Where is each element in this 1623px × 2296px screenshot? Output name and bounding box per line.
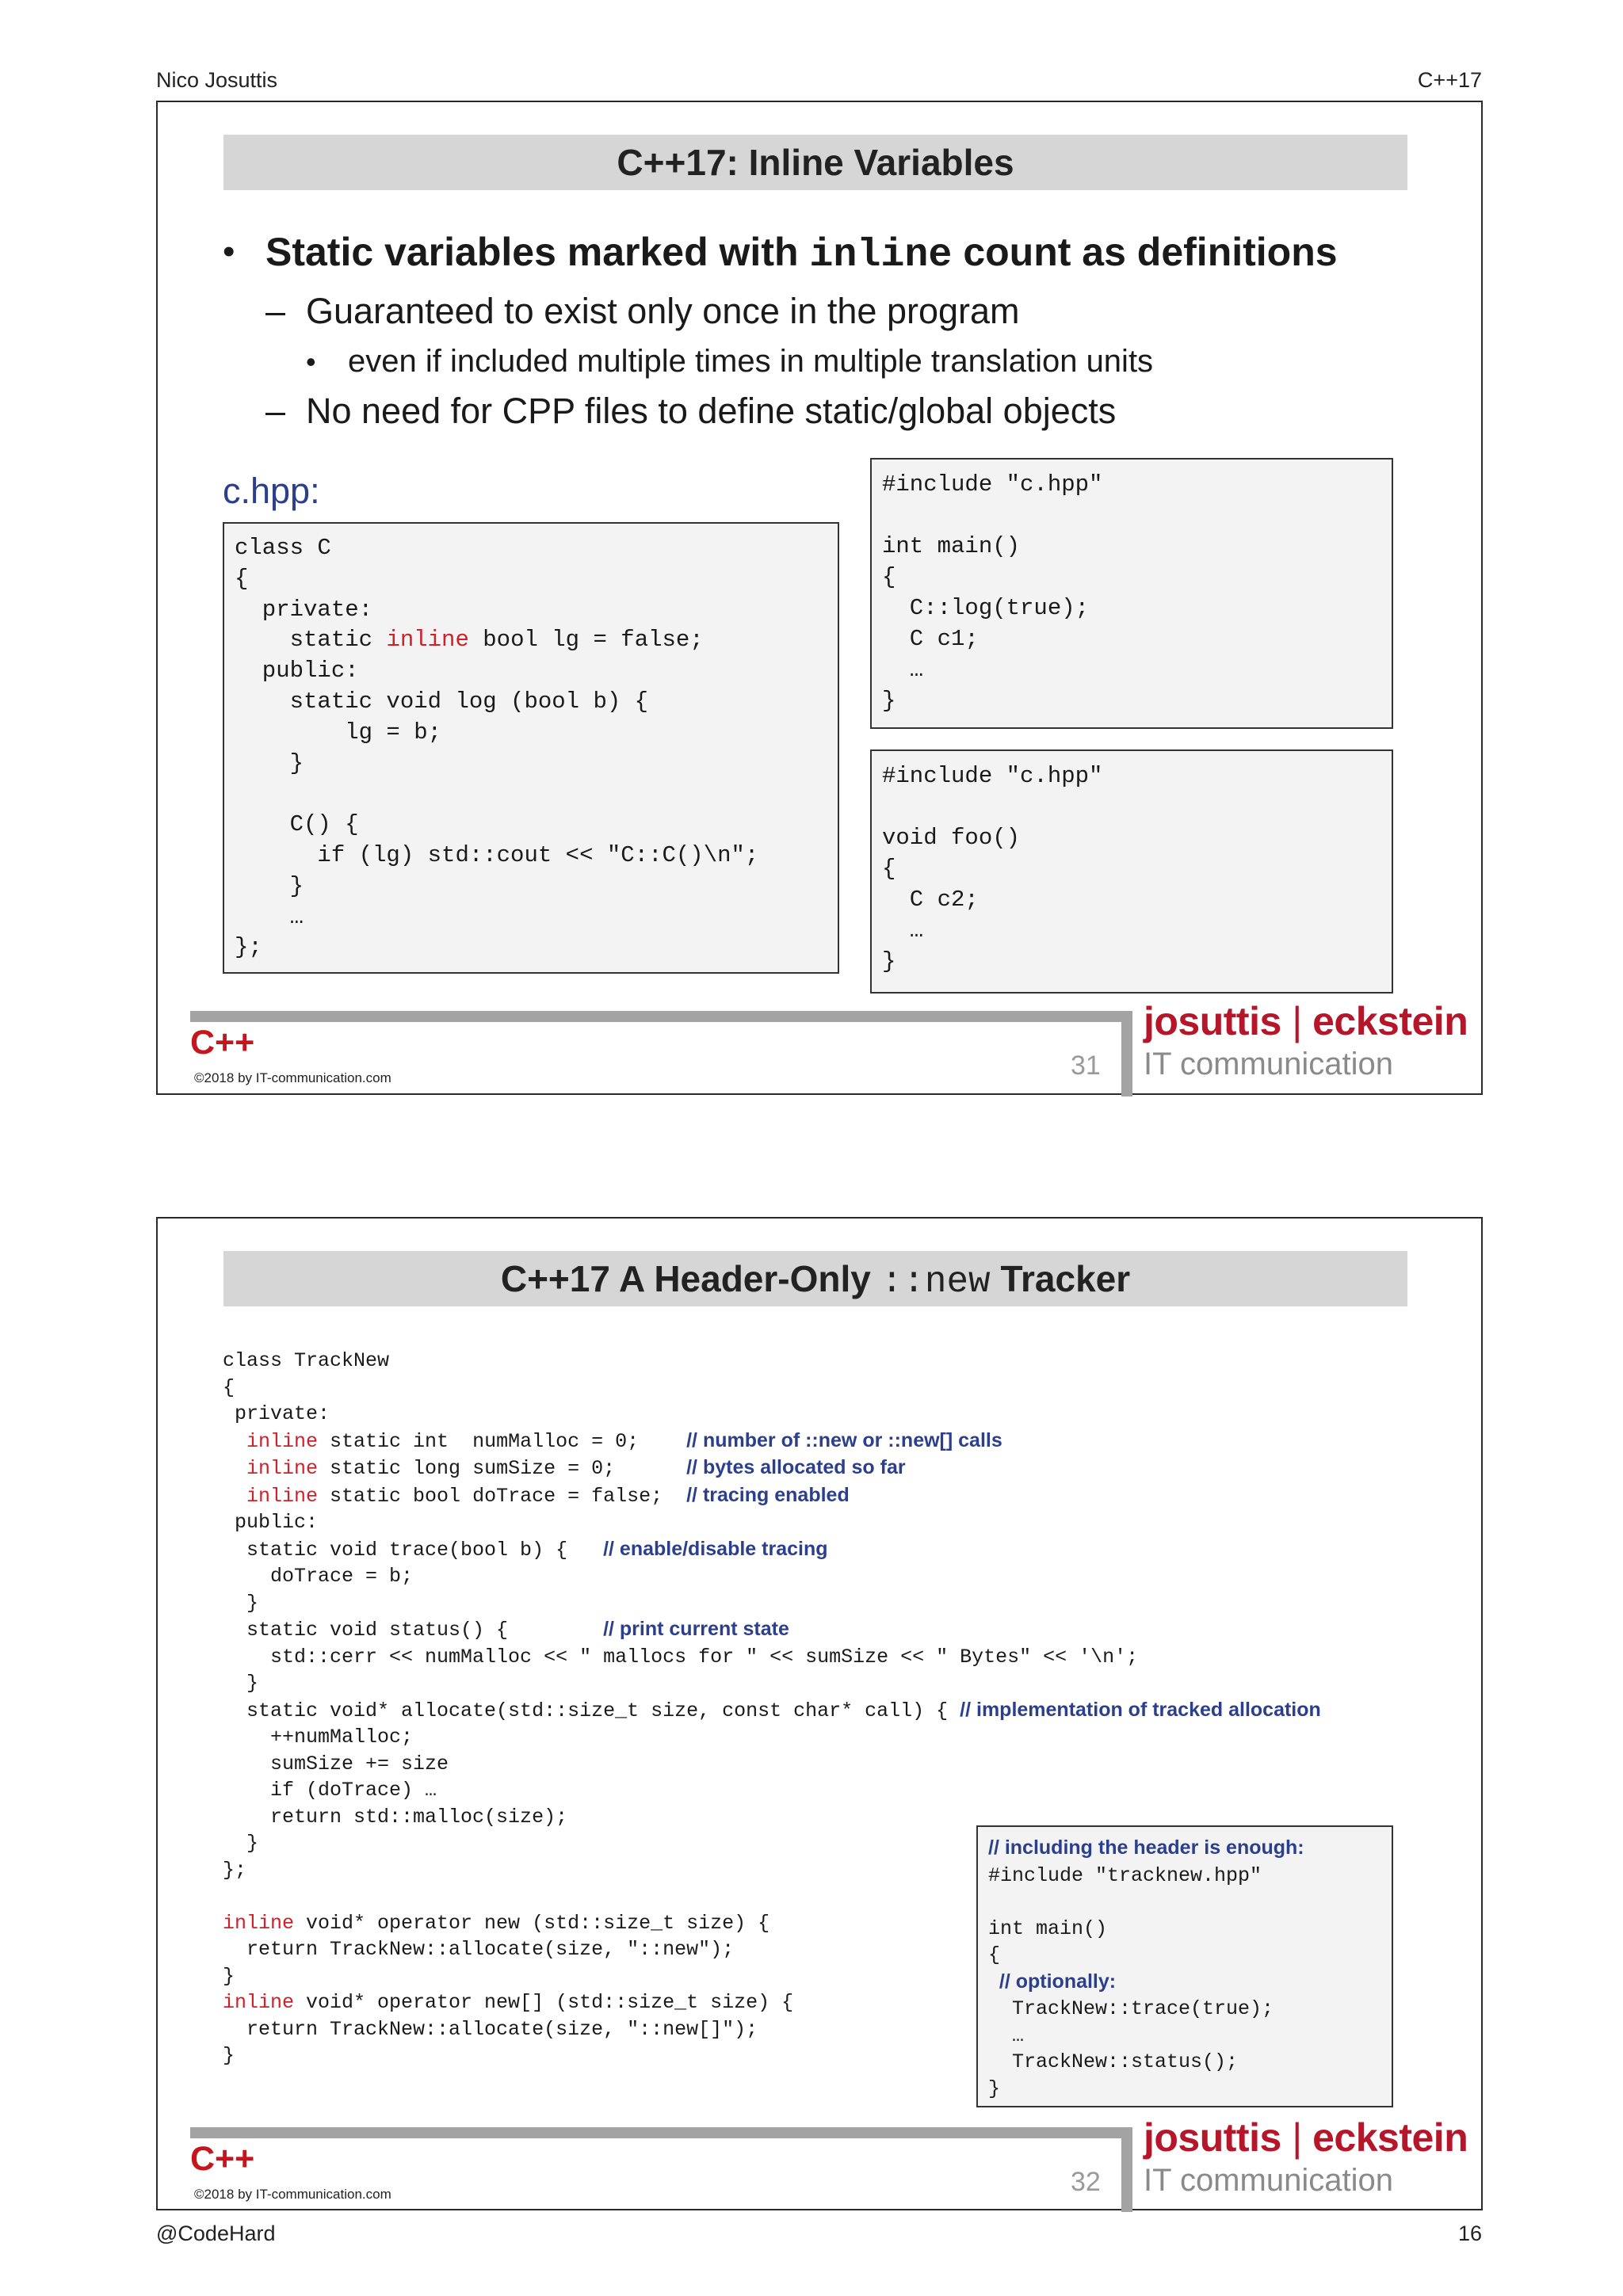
footer-bar <box>190 2127 1130 2138</box>
brand-logo: josuttis | eckstein <box>1144 999 1468 1043</box>
slide-32 <box>156 1217 1483 2210</box>
slide-31 <box>156 101 1483 1095</box>
code-box-class <box>223 522 839 974</box>
sub-bullet-1: Guaranteed to exist only once in the program <box>306 291 1020 331</box>
dash-marker: – <box>265 291 286 331</box>
page-number: 16 <box>1457 2222 1482 2245</box>
foo-code: #include "c.hpp" void foo() { C c2; … } <box>882 763 1103 974</box>
code-box-main <box>870 458 1393 729</box>
brand-logo: josuttis | eckstein <box>1144 2115 1468 2160</box>
brand-subtitle: IT communication <box>1144 1047 1393 1081</box>
usage-code: // including the header is enough: #include "tracknew.hpp" int main() { // optionally: TrackNew::trace(true); … TrackNew::status(); } <box>988 1836 1304 2100</box>
slide-title: C++17: Inline Variables <box>223 135 1407 190</box>
cpp-logo: C++ <box>190 2140 255 2178</box>
sub-bullet-2: No need for CPP files to define static/global objects <box>306 391 1117 431</box>
slide-number: 31 <box>1071 1051 1101 1081</box>
bullet-code: inline <box>809 233 953 278</box>
brand-subtitle: IT communication <box>1144 2163 1393 2198</box>
code-box-foo <box>870 749 1393 994</box>
bullet-text-post: count as definitions <box>952 230 1338 274</box>
slide-number: 32 <box>1071 2167 1101 2197</box>
page-topic: C++17 <box>1417 68 1482 92</box>
dash-marker: – <box>265 391 286 431</box>
cpp-logo: C++ <box>190 1024 255 1062</box>
sub-sub-bullet: even if included multiple times in multiple translation units <box>348 344 1154 379</box>
page-handle: @CodeHard <box>156 2222 276 2245</box>
footer-bar-vertical <box>1121 2127 1132 2212</box>
footer-bar <box>190 1011 1130 1022</box>
tracknew-code: class TrackNew { private: inline static int numMalloc = 0; // number of ::new or ::new[] calls inline static long sumSize = 0; // bytes allocated so far inline static bool doTrace = false; // tracing enabled public: static void trace(bool b) { // enable/disable tracing doTrace = b; } static void status() { // print current state std::cerr << numMalloc << " mallocs for " << sumSize << " Bytes" << '\n'; } static void* allocate(std::size_t size, const char* call) { // implementation of tracked allocation ++numMalloc; sumSize += size if (doTrace) … return std::malloc(size); } }; inline void* operator new (std::size_t size) { return TrackNew::allocate(size, "::new"); } inline void* operator new[] (std::size_t size) { return TrackNew::allocate(size, "::new[]"); } <box>223 1349 1321 2067</box>
code-box-usage <box>976 1825 1393 2107</box>
main-bullet <box>265 229 1338 278</box>
copyright: ©2018 by IT-communication.com <box>194 2187 391 2202</box>
file-label: c.hpp: <box>223 471 320 511</box>
bullet-text-pre: Static variables marked with <box>265 230 810 274</box>
class-code: class C { private: static inline bool lg = false; public: static void log (bool b) { lg = b; } C() { if (lg) std::cout << "C::C()\n"; } … }; <box>235 535 759 961</box>
slide-title: C++17 A Header-Only ::new Tracker <box>223 1251 1407 1306</box>
page-author: Nico Josuttis <box>156 68 278 92</box>
bullet-dot: • <box>223 232 235 271</box>
copyright: ©2018 by IT-communication.com <box>194 1070 391 1085</box>
small-dot: • <box>306 345 316 378</box>
footer-bar-vertical <box>1121 1011 1132 1097</box>
main-code: #include "c.hpp" int main() { C::log(true); C c1; … } <box>882 471 1103 714</box>
